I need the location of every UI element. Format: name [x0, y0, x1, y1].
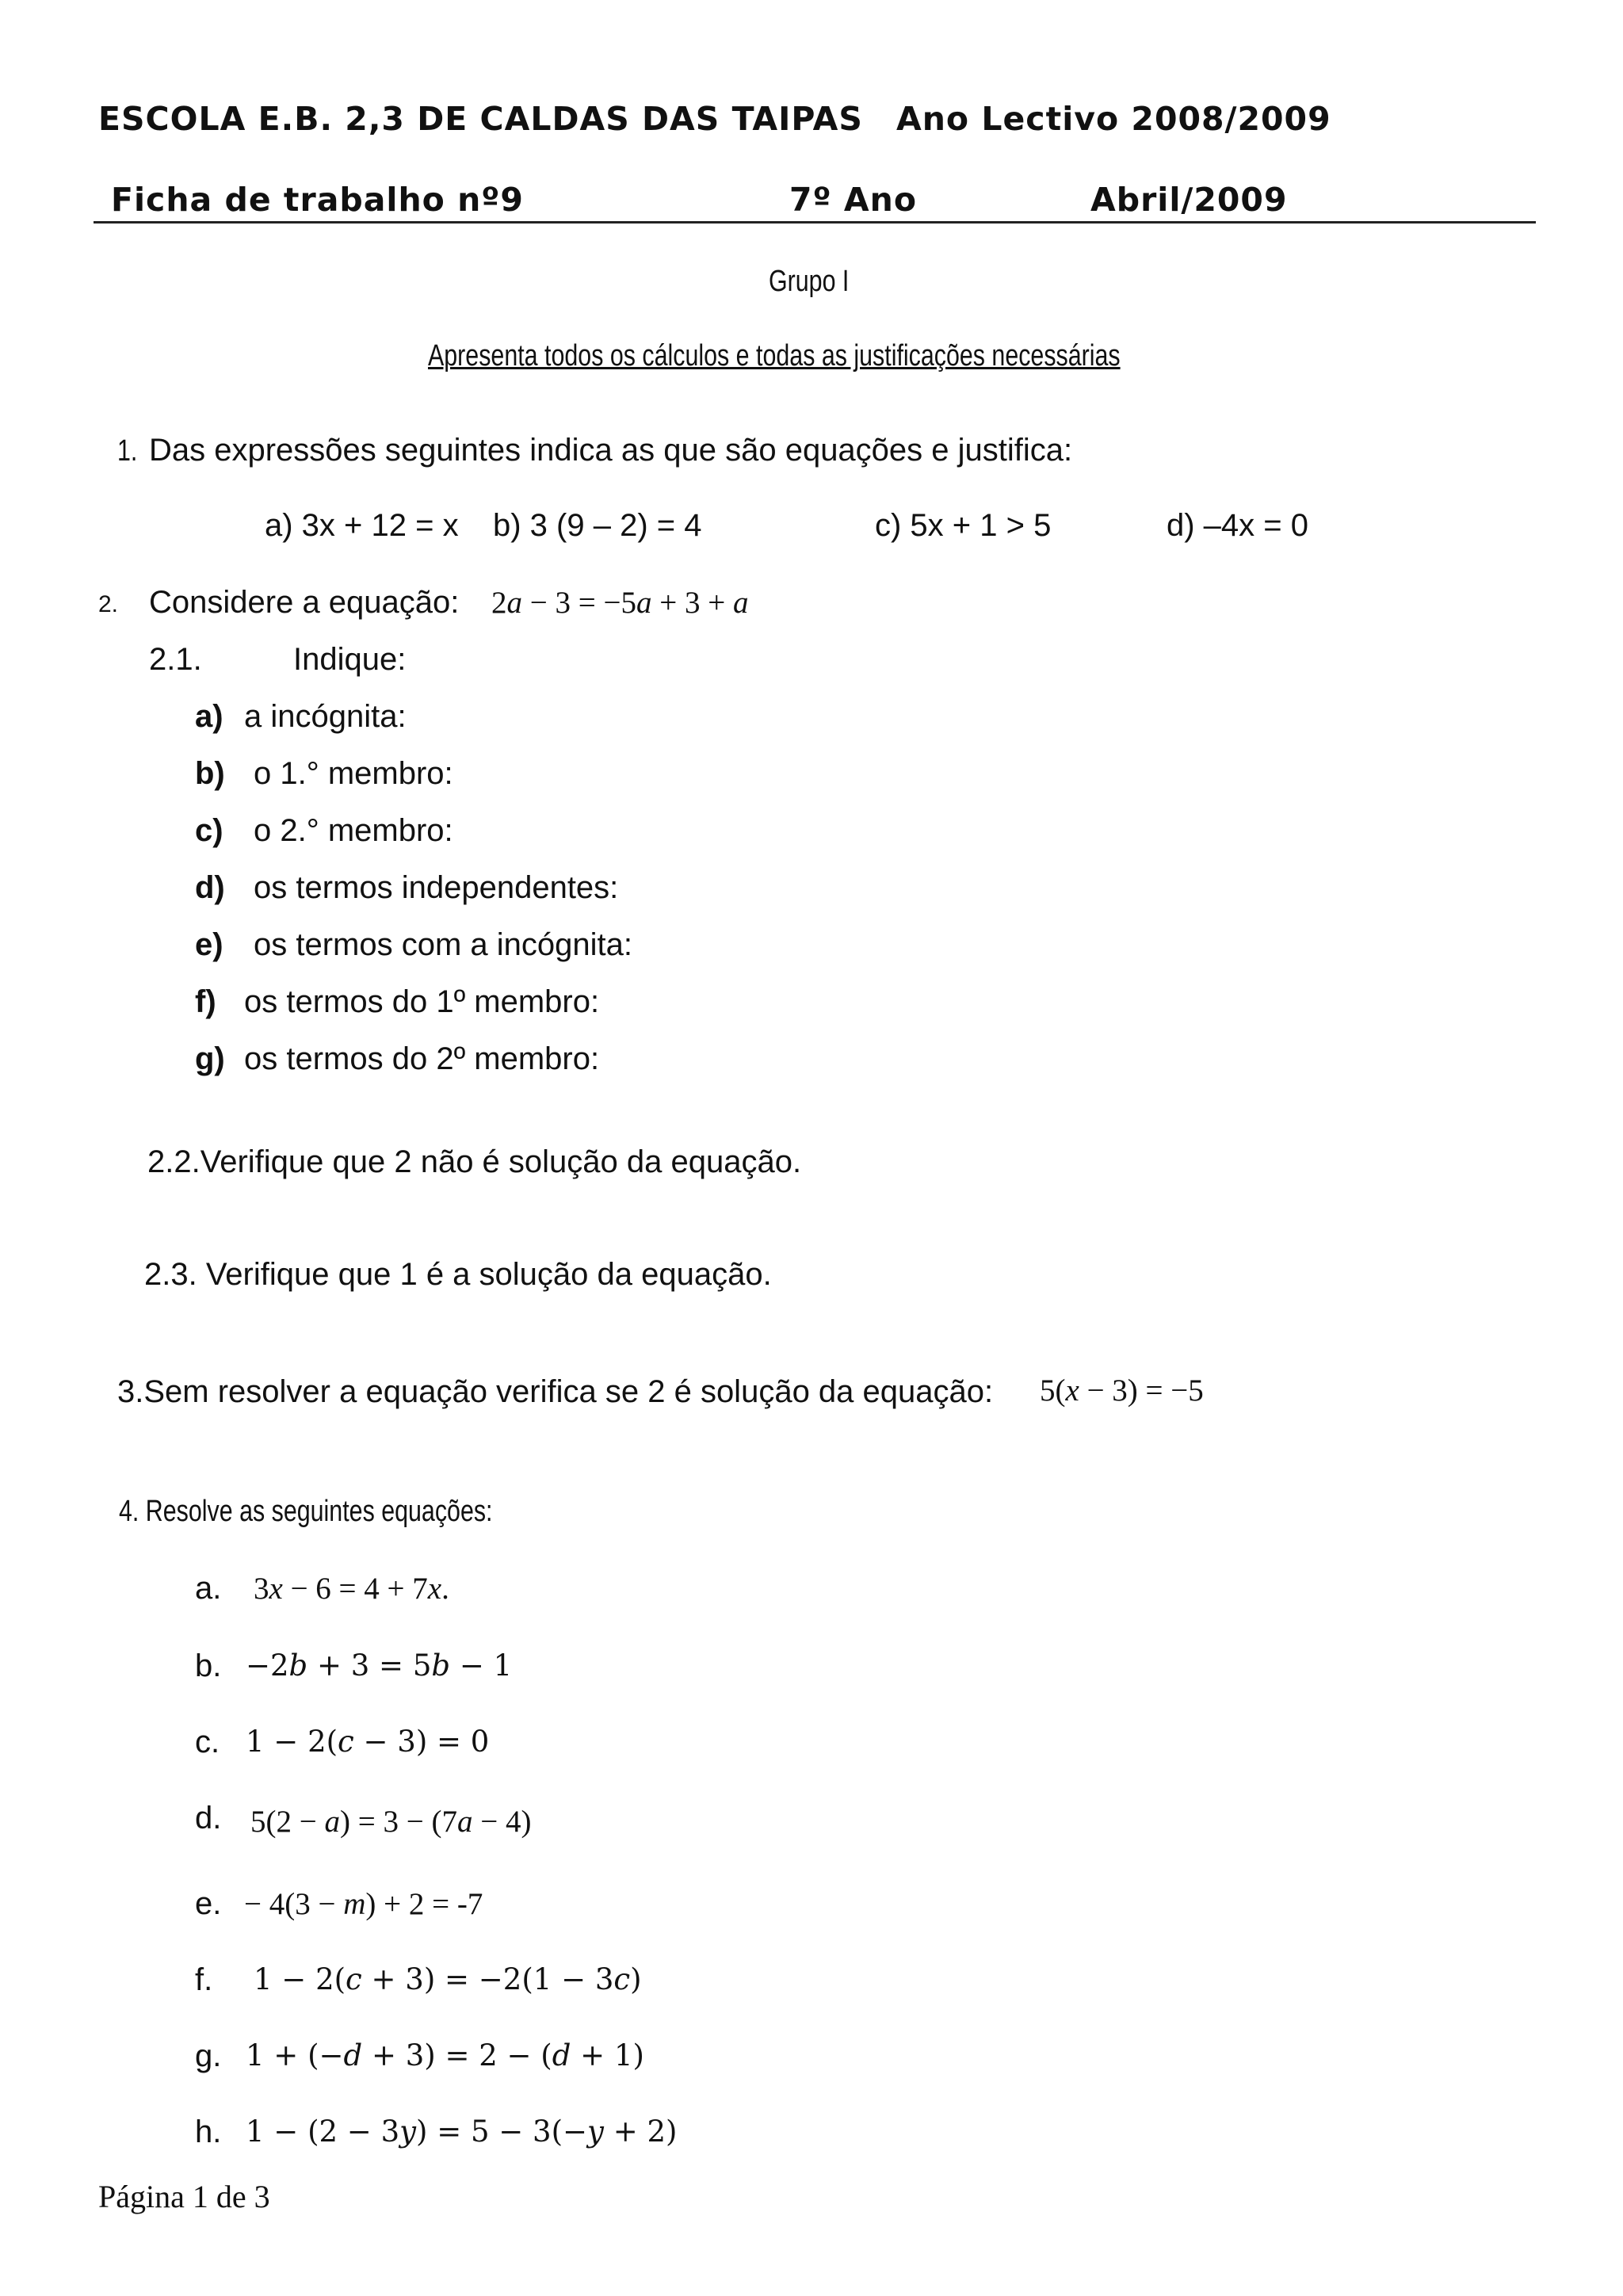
q4-item-equation: − 4(3 − m) + 2 = -7: [244, 1887, 483, 1921]
q3-equation: 5(x − 3) = −5: [1040, 1373, 1204, 1408]
q4-item-equation: 3x − 6 = 4 + 7x.: [254, 1572, 449, 1606]
page-number: Página 1 de 3: [98, 2179, 270, 2214]
q4-item-label: a.: [195, 1571, 222, 1606]
q1-option-a: a) 3x + 12 = x: [265, 508, 459, 543]
q2-3-text: 2.3. Verifique que 1 é a solução da equação.: [144, 1257, 772, 1292]
q2-item-letter: g): [195, 1041, 225, 1076]
q4-item-label: c.: [195, 1725, 220, 1759]
q1-option-b: b) 3 (9 – 2) = 4: [493, 508, 702, 543]
q2-item-text: os termos do 2º membro:: [244, 1041, 600, 1076]
q2-item-letter: a): [195, 699, 223, 734]
q2-item-letter: c): [195, 813, 223, 848]
q4-item-label: g.: [195, 2038, 222, 2073]
q3-text: 3.Sem resolver a equação verifica se 2 é solução da equação:: [117, 1374, 994, 1409]
q4-item-label: f.: [195, 1962, 213, 1997]
group-title: Grupo I: [769, 265, 850, 298]
q4-item-label: h.: [195, 2115, 222, 2149]
q2-item-text: a incógnita:: [244, 699, 407, 734]
school-name: ESCOLA E.B. 2,3 DE CALDAS DAS TAIPAS: [98, 100, 863, 138]
q2-item-letter: f): [195, 984, 216, 1019]
q2-item-text: os termos independentes:: [254, 870, 619, 905]
q2-item-letter: b): [195, 756, 225, 791]
header-divider: [94, 221, 1536, 223]
q2-text: Considere a equação:: [149, 585, 460, 620]
q2-item-letter: d): [195, 870, 225, 905]
q2-item-text: o 2.° membro:: [254, 813, 453, 848]
q4-item-equation: 1 − 2(c + 3) = −2(1 − 3c): [254, 1962, 642, 1996]
q4-item-label: e.: [195, 1886, 222, 1921]
q1-number: 1.: [117, 434, 138, 468]
q1-text: Das expressões seguintes indica as que são equações e justifica:: [149, 433, 1073, 468]
q2-1-text: Indique:: [293, 642, 407, 677]
group-instruction: Apresenta todos os cálculos e todas as justificações necessárias: [428, 339, 1121, 372]
q2-2-text: 2.2.Verifique que 2 não é solução da equação.: [147, 1144, 802, 1179]
worksheet-title: Ficha de trabalho nº9: [111, 181, 524, 219]
q2-item-letter: e): [195, 927, 223, 962]
q4-item-label: d.: [195, 1801, 222, 1836]
q4-item-equation: 1 − (2 − 3y) = 5 − 3(−y + 2): [246, 2115, 678, 2149]
q4-item-equation: 1 − 2(c − 3) = 0: [246, 1725, 490, 1759]
q2-item-text: o 1.° membro:: [254, 756, 453, 791]
q1-option-c: c) 5x + 1 > 5: [875, 508, 1052, 543]
q2-item-text: os termos do 1º membro:: [244, 984, 600, 1019]
q2-item-text: os termos com a incógnita:: [254, 927, 632, 962]
q2-number: 2.: [98, 591, 119, 617]
date-label: Abril/2009: [1090, 181, 1288, 219]
q4-text: 4. Resolve as seguintes equações:: [119, 1495, 493, 1528]
grade-label: 7º Ano: [789, 181, 918, 219]
q4-item-equation: 1 + (−d + 3) = 2 − (d + 1): [246, 2038, 644, 2073]
q4-item-equation: 5(2 − a) = 3 − (7a − 4): [250, 1805, 532, 1839]
q4-item-label: b.: [195, 1648, 222, 1683]
q2-equation: 2a − 3 = −5a + 3 + a: [491, 586, 749, 620]
q2-1-number: 2.1.: [149, 642, 202, 677]
q4-item-equation: −2b + 3 = 5b − 1: [246, 1648, 513, 1683]
q1-option-d: d) –4x = 0: [1167, 508, 1309, 543]
school-year: Ano Lectivo 2008/2009: [896, 100, 1331, 138]
